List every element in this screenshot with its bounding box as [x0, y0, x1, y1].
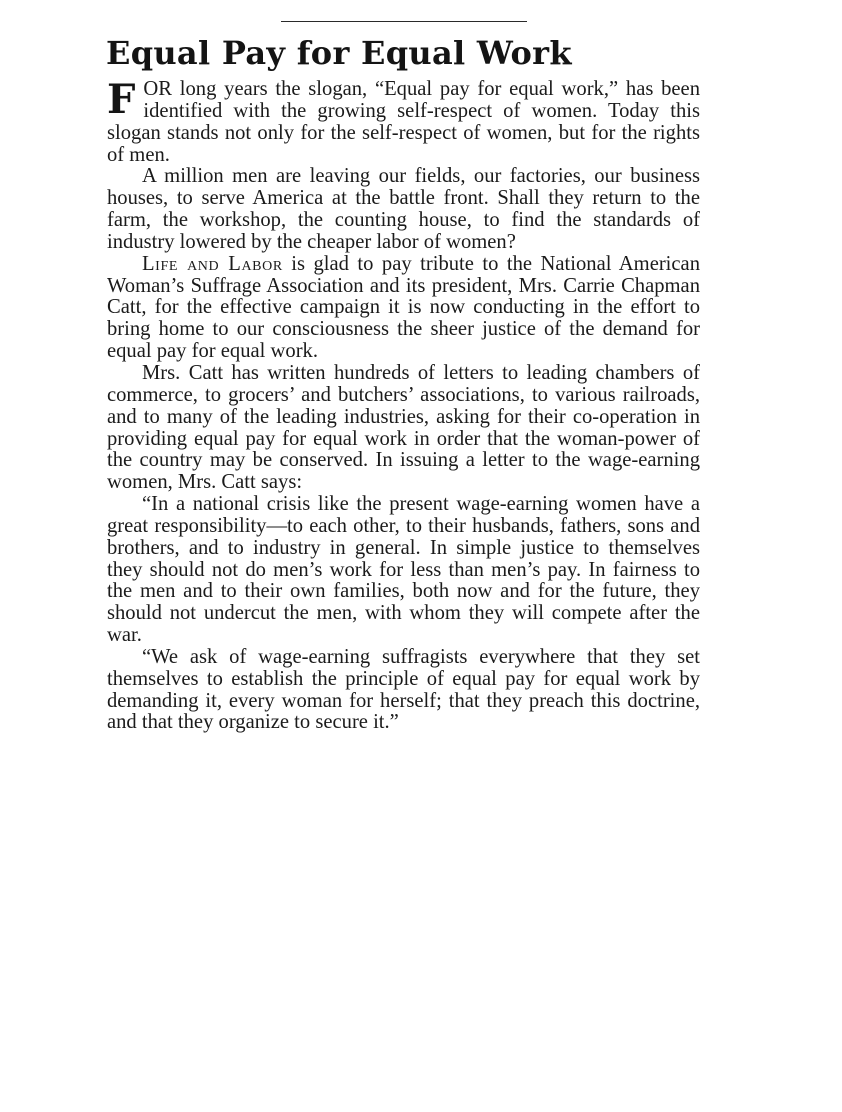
paragraph-3 — [107, 254, 700, 363]
paragraph-4 — [107, 363, 700, 494]
drop-cap: F — [107, 76, 136, 123]
publication-name: Life and Labor — [142, 252, 283, 275]
paragraph-2-text: A million men are leaving our fields, our factories, our business houses, to serve America at the battle front. Shall they return to the farm, the workshop, the counting house, to find the standards of industry lowered by the cheaper labor of women? — [107, 165, 700, 253]
quote-paragraph-1 — [107, 494, 700, 647]
quote-paragraph-2 — [107, 647, 700, 734]
paragraph-1-text: OR long years the slogan, “Equal pay for equal work,” has been identified with the growing self-respect of women. Today this slogan stands not only for the self-respect of women, but for the rights of men. — [107, 78, 700, 166]
top-rule — [281, 21, 527, 22]
quote-paragraph-2-text: “We ask of wage-earning suffragists everywhere that they set themselves to establish the principle of equal pay for equal work by demanding it, every woman for herself; that they preach this doctrine, and that they organize to secure it.” — [107, 645, 700, 734]
paragraph-2 — [107, 166, 700, 253]
paragraph-3-text: is glad to pay tribute to the National American Woman’s Suffrage Association and its president, Mrs. Carrie Chapman Catt, for the effective campaign it is now conducting in the effort to bring home to our consciousness the sheer justice of the demand for equal pay for equal work. — [107, 252, 700, 363]
paragraph-4-text: Mrs. Catt has written hundreds of letters to leading chambers of commerce, to grocers’ and butchers’ associations, to various railroads, and to many of the leading industries, asking for their co-operation in providing equal pay for equal work in order that the woman-power of the country may be conserved. In issuing a letter to the wage-earning women, Mrs. Catt says: — [107, 361, 700, 494]
quote-paragraph-1-text: “In a national crisis like the present wage-earning women have a great responsibility—to each other, to their husbands, fathers, sons and brothers, and to industry in general. In simple justice to themselves they should not do men’s work for less than men’s pay. In fairness to the men and to their own families, both now and for the future, they should not undercut the men, with whom they will compete after the war. — [107, 493, 700, 647]
headline: Equal Pay for Equal Work — [106, 34, 572, 72]
paragraph-1 — [107, 76, 700, 166]
article-body — [107, 76, 700, 734]
